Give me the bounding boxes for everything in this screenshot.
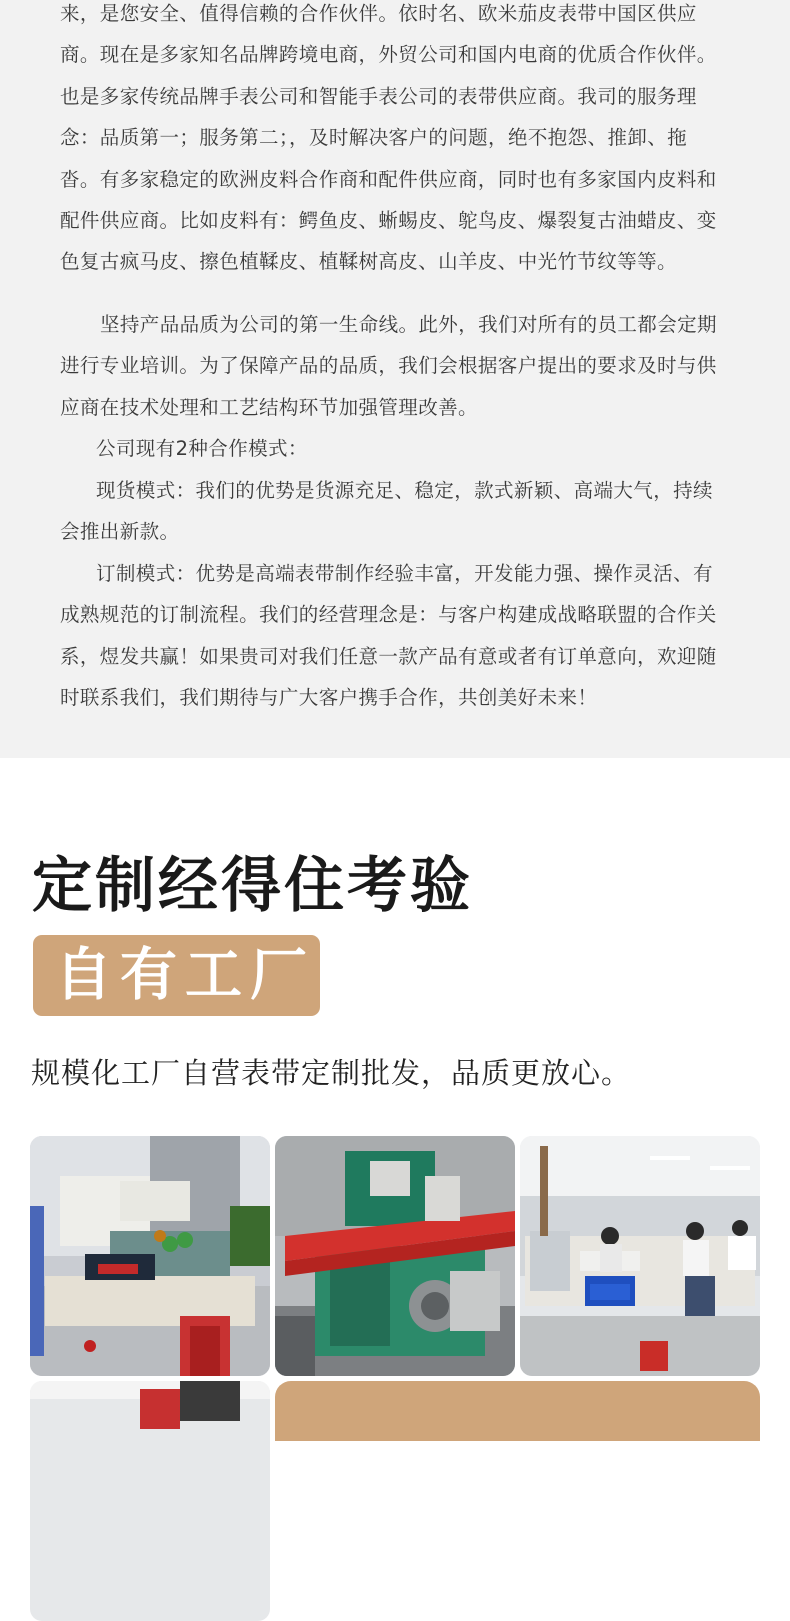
intro-paragraph-2: 坚持产品品质为公司的第一生命线。此外，我们对所有的员工都会定期进行专业培训。为了保障产品的品质，我们会根据客户提出的要求及时与供应商在技术处理和工艺结构环节加强管理改善。 bbox=[60, 313, 717, 419]
green-cutting-press-photo bbox=[275, 1136, 515, 1376]
tan-banner-block bbox=[275, 1381, 760, 1441]
intro-paragraph-5: 订制模式：优势是高端表带制作经验丰富，开发能力强、操作灵活、有成熟规范的订制流程。我们的经营理念是：与客户构建成战略联盟的合作关系，煜发共赢！如果贵司对我们任意一款产品有意或者有订单意向，欢迎随时联系我们，我们期待与广大客户携手合作，共创美好未来！ bbox=[60, 562, 717, 710]
company-intro-section bbox=[0, 0, 790, 758]
factory-badge bbox=[33, 935, 320, 1016]
workshop-workers-photo bbox=[520, 1136, 760, 1376]
sewing-machine-photo bbox=[30, 1136, 270, 1376]
intro-paragraph-4: 现货模式：我们的优势是货源充足、稳定，款式新颖、高端大气，持续会推出新款。 bbox=[60, 479, 713, 544]
factory-subline: 规模化工厂自营表带定制批发，品质更放心。 bbox=[31, 1056, 632, 1090]
factory-badge-label: 自有工厂 bbox=[55, 942, 315, 1008]
factory-headline: 定制经得住考验 bbox=[32, 851, 473, 921]
intro-paragraph-3: 公司现有2种合作模式： bbox=[96, 437, 308, 460]
intro-paragraph-1: 来，是您安全、值得信赖的合作伙伴。依时名、欧米茄皮表带中国区供应商。现在是多家知名品牌跨境电商，外贸公司和国内电商的优质合作伙伴。也是多家传统品牌手表公司和智能手表公司的表带供应商。我司的服务理念：品质第一；服务第二；，及时解决客户的问题，绝不抱怨、推卸、拖沓。有多家稳定的欧洲皮料合作商和配件供应商，同时也有多家国内皮料和配件供应商。比如皮料有：鳄鱼皮、蜥蜴皮、鸵鸟皮、爆裂复古油蜡皮、变色复古疯马皮、擦色植鞣皮、植鞣树高皮、山羊皮、中光竹节纹等等。 bbox=[60, 2, 717, 274]
workshop-photo-partial bbox=[30, 1381, 270, 1621]
